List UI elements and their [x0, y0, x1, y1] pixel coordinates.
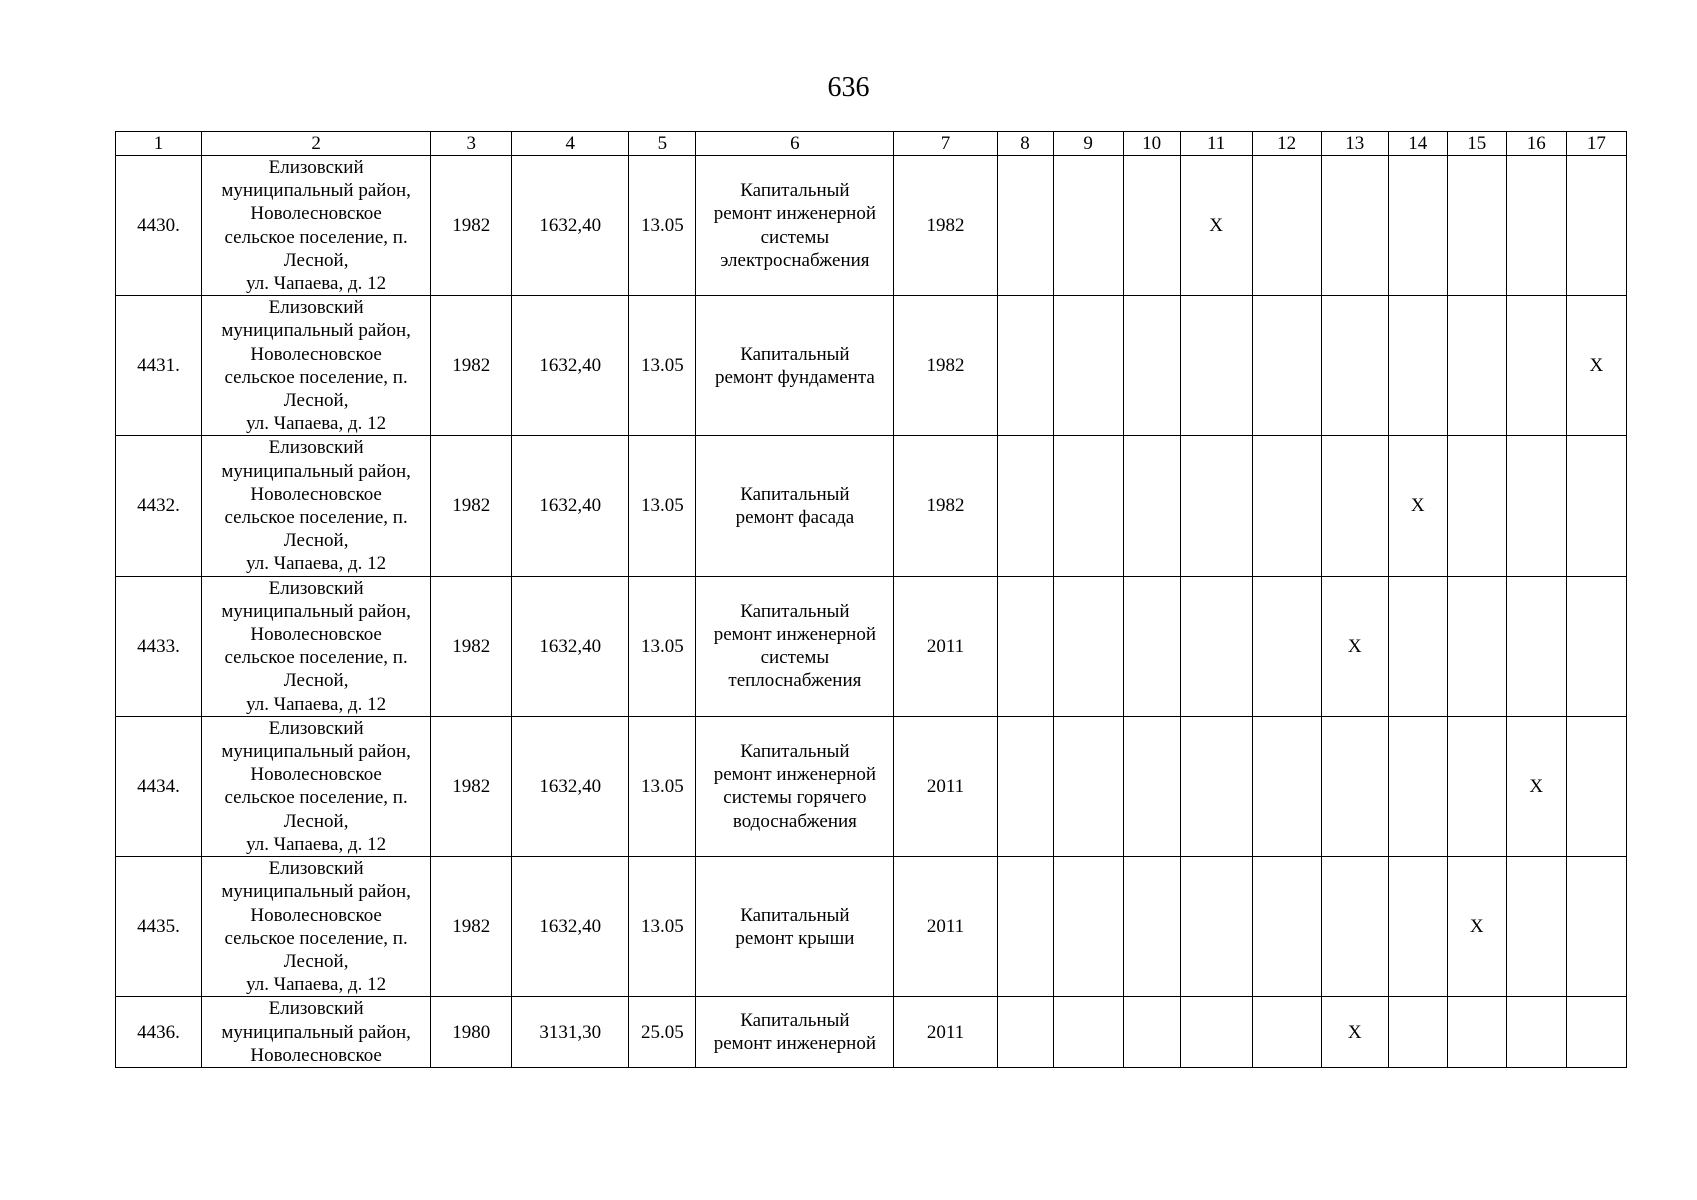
work-type-cell-line: Капитальный — [740, 904, 850, 926]
address-cell-line: Новолесновское — [250, 483, 382, 505]
address-cell-line: муниципальный район, — [221, 600, 411, 622]
year-built-cell: 1982 — [431, 576, 512, 716]
mark-cell — [1252, 296, 1321, 436]
address-cell-line: сельское поселение, п. — [224, 927, 408, 949]
column-number-header: 4 — [512, 132, 629, 156]
mark-cell — [1180, 997, 1252, 1068]
address-cell — [202, 716, 431, 856]
mark-cell — [1506, 156, 1566, 296]
mark-cell — [1447, 156, 1506, 296]
table-row — [116, 857, 1627, 997]
address-cell-line: ул. Чапаева, д. 12 — [246, 974, 387, 996]
mark-cell — [1123, 156, 1180, 296]
column-number-header: 14 — [1388, 132, 1447, 156]
work-type-cell-line: Капитальный — [740, 600, 850, 622]
mark-cell — [1252, 997, 1321, 1068]
address-cell-line: Новолесновское — [250, 764, 382, 786]
address-cell-line: муниципальный район, — [221, 180, 411, 202]
address-cell-line: Елизовский — [268, 998, 364, 1020]
mark-cell — [1321, 156, 1388, 296]
work-type-cell-line: Капитальный — [740, 741, 850, 763]
column-number-header: 11 — [1180, 132, 1252, 156]
column-number-header: 15 — [1447, 132, 1506, 156]
column-number-header: 5 — [629, 132, 696, 156]
mark-cell — [997, 576, 1053, 716]
work-type-cell-line: Капитальный — [740, 1009, 850, 1031]
mark-cell — [1566, 997, 1626, 1068]
address-cell-line: Елизовский — [268, 297, 364, 319]
address-cell-line: ул. Чапаева, д. 12 — [246, 413, 387, 435]
address-cell-line: Новолесновское — [250, 1044, 382, 1066]
mark-cell — [1053, 857, 1123, 997]
mark-cell — [1447, 997, 1506, 1068]
mark-cell — [997, 156, 1053, 296]
area-cell: 3131,30 — [512, 997, 629, 1068]
row-number-cell: 4433. — [116, 576, 202, 716]
table-row — [116, 156, 1627, 296]
mark-cell — [1566, 436, 1626, 576]
work-type-cell-line: ремонт инженерной — [713, 203, 877, 225]
mark-cell — [1321, 716, 1388, 856]
year-cell: 2011 — [894, 576, 997, 716]
address-cell-line: ул. Чапаева, д. 12 — [246, 833, 387, 855]
area-cell: 1632,40 — [512, 857, 629, 997]
code-cell: 13.05 — [629, 576, 696, 716]
address-cell — [202, 576, 431, 716]
mark-cell: X — [1566, 296, 1626, 436]
address-cell-line: Лесной, — [283, 950, 349, 972]
mark-cell — [1053, 716, 1123, 856]
year-built-cell: 1982 — [431, 436, 512, 576]
mark-cell — [1180, 576, 1252, 716]
mark-cell — [1388, 576, 1447, 716]
address-cell-line: Лесной, — [283, 530, 349, 552]
address-cell-line: ул. Чапаева, д. 12 — [246, 693, 387, 715]
address-cell-line: муниципальный район, — [221, 881, 411, 903]
mark-cell — [1506, 576, 1566, 716]
mark-cell: X — [1447, 857, 1506, 997]
mark-cell — [1566, 716, 1626, 856]
year-built-cell: 1982 — [431, 296, 512, 436]
mark-cell — [1053, 576, 1123, 716]
address-cell-line: сельское поселение, п. — [224, 366, 408, 388]
mark-cell — [1180, 436, 1252, 576]
address-cell-line: Новолесновское — [250, 203, 382, 225]
mark-cell — [1506, 857, 1566, 997]
work-type-cell-line: Капитальный — [740, 343, 850, 365]
work-type-cell-line: электроснабжения — [720, 249, 870, 271]
row-number-cell: 4436. — [116, 997, 202, 1068]
mark-cell — [1252, 436, 1321, 576]
code-cell: 25.05 — [629, 997, 696, 1068]
table-row — [116, 436, 1627, 576]
year-built-cell: 1982 — [431, 716, 512, 856]
address-cell-line: сельское поселение, п. — [224, 507, 408, 529]
column-number-header: 16 — [1506, 132, 1566, 156]
mark-cell: X — [1321, 997, 1388, 1068]
mark-cell: X — [1388, 436, 1447, 576]
mark-cell — [1123, 716, 1180, 856]
year-cell: 2011 — [894, 716, 997, 856]
code-cell: 13.05 — [629, 436, 696, 576]
address-cell-line: сельское поселение, п. — [224, 226, 408, 248]
mark-cell — [1252, 857, 1321, 997]
year-cell: 1982 — [894, 156, 997, 296]
address-cell-line: муниципальный район, — [221, 741, 411, 763]
mark-cell — [1053, 296, 1123, 436]
mark-cell — [1388, 296, 1447, 436]
work-type-cell — [696, 997, 894, 1068]
work-type-cell-line: ремонт инженерной — [713, 624, 877, 646]
column-number-header: 12 — [1252, 132, 1321, 156]
work-type-cell-line: ремонт фундамента — [714, 366, 875, 388]
code-cell: 13.05 — [629, 296, 696, 436]
address-cell-line: Лесной, — [283, 810, 349, 832]
area-cell: 1632,40 — [512, 156, 629, 296]
mark-cell: X — [1180, 156, 1252, 296]
work-type-cell-line: теплоснабжения — [728, 670, 862, 692]
mark-cell — [1506, 296, 1566, 436]
mark-cell — [997, 997, 1053, 1068]
address-cell-line: сельское поселение, п. — [224, 787, 408, 809]
address-cell-line: муниципальный район, — [221, 1021, 411, 1043]
table-row — [116, 296, 1627, 436]
mark-cell — [997, 436, 1053, 576]
address-cell-line: Елизовский — [268, 858, 364, 880]
address-cell-line: Лесной, — [283, 390, 349, 412]
address-cell — [202, 436, 431, 576]
mark-cell — [1053, 436, 1123, 576]
year-cell: 1982 — [894, 296, 997, 436]
address-cell — [202, 296, 431, 436]
work-type-cell-line: ремонт фасада — [735, 507, 855, 529]
mark-cell — [1447, 716, 1506, 856]
mark-cell — [1123, 857, 1180, 997]
mark-cell — [1180, 296, 1252, 436]
row-number-cell: 4434. — [116, 716, 202, 856]
mark-cell — [1252, 156, 1321, 296]
work-type-cell — [696, 576, 894, 716]
column-number-header: 7 — [894, 132, 997, 156]
mark-cell — [1447, 436, 1506, 576]
area-cell: 1632,40 — [512, 576, 629, 716]
area-cell: 1632,40 — [512, 436, 629, 576]
mark-cell — [1506, 997, 1566, 1068]
area-cell: 1632,40 — [512, 716, 629, 856]
mark-cell: X — [1321, 576, 1388, 716]
address-cell-line: сельское поселение, п. — [224, 647, 408, 669]
mark-cell — [1053, 997, 1123, 1068]
mark-cell — [1252, 576, 1321, 716]
work-type-cell-line: системы горячего — [723, 787, 867, 809]
address-cell-line: Лесной, — [283, 670, 349, 692]
page-number: 636 — [827, 72, 870, 103]
column-number-header: 2 — [202, 132, 431, 156]
mark-cell — [1123, 997, 1180, 1068]
work-type-cell-line: Капитальный — [740, 483, 850, 505]
column-number-header: 1 — [116, 132, 202, 156]
work-type-cell-line: ремонт инженерной — [713, 764, 877, 786]
address-cell-line: Елизовский — [268, 717, 364, 739]
row-number-cell: 4430. — [116, 156, 202, 296]
address-cell-line: Новолесновское — [250, 624, 382, 646]
year-built-cell: 1980 — [431, 997, 512, 1068]
table-row — [116, 997, 1627, 1068]
row-number-cell: 4432. — [116, 436, 202, 576]
mark-cell — [1388, 716, 1447, 856]
column-number-header: 13 — [1321, 132, 1388, 156]
mark-cell — [1388, 857, 1447, 997]
mark-cell: X — [1506, 716, 1566, 856]
address-cell-line: ул. Чапаева, д. 12 — [246, 273, 387, 295]
mark-cell — [1388, 156, 1447, 296]
year-cell: 2011 — [894, 997, 997, 1068]
mark-cell — [1566, 576, 1626, 716]
mark-cell — [1566, 857, 1626, 997]
column-number-header: 8 — [997, 132, 1053, 156]
work-type-cell-line: водоснабжения — [732, 810, 857, 832]
address-cell-line: муниципальный район, — [221, 320, 411, 342]
mark-cell — [1321, 296, 1388, 436]
column-number-header: 6 — [696, 132, 894, 156]
code-cell: 13.05 — [629, 156, 696, 296]
mark-cell — [1447, 296, 1506, 436]
mark-cell — [1321, 436, 1388, 576]
mark-cell — [997, 857, 1053, 997]
row-number-cell: 4435. — [116, 857, 202, 997]
year-built-cell: 1982 — [431, 857, 512, 997]
mark-cell — [997, 296, 1053, 436]
column-number-header: 3 — [431, 132, 512, 156]
mark-cell — [1388, 997, 1447, 1068]
mark-cell — [1053, 156, 1123, 296]
table-row — [116, 576, 1627, 716]
address-cell — [202, 997, 431, 1068]
address-cell-line: Новолесновское — [250, 904, 382, 926]
year-built-cell: 1982 — [431, 156, 512, 296]
column-number-header: 17 — [1566, 132, 1626, 156]
address-cell-line: ул. Чапаева, д. 12 — [246, 553, 387, 575]
work-type-cell-line: ремонт инженерной — [713, 1033, 877, 1055]
address-cell — [202, 156, 431, 296]
mark-cell — [1506, 436, 1566, 576]
mark-cell — [1180, 857, 1252, 997]
work-type-cell-line: Капитальный — [740, 180, 850, 202]
repair-schedule-table — [115, 131, 1627, 1068]
column-number-header: 9 — [1053, 132, 1123, 156]
address-cell-line: Елизовский — [268, 437, 364, 459]
mark-cell — [1123, 576, 1180, 716]
table-row — [116, 716, 1627, 856]
code-cell: 13.05 — [629, 857, 696, 997]
mark-cell — [1447, 576, 1506, 716]
code-cell: 13.05 — [629, 716, 696, 856]
address-cell — [202, 857, 431, 997]
area-cell: 1632,40 — [512, 296, 629, 436]
work-type-cell — [696, 857, 894, 997]
year-cell: 2011 — [894, 857, 997, 997]
work-type-cell — [696, 716, 894, 856]
mark-cell — [1252, 716, 1321, 856]
work-type-cell — [696, 436, 894, 576]
work-type-cell-line: системы — [760, 226, 830, 248]
address-cell-line: Елизовский — [268, 157, 364, 178]
work-type-cell-line: системы — [760, 647, 830, 669]
address-cell-line: Лесной, — [283, 249, 349, 271]
work-type-cell-line: ремонт крыши — [735, 927, 855, 949]
mark-cell — [1123, 296, 1180, 436]
column-number-row — [116, 132, 1627, 156]
year-cell: 1982 — [894, 436, 997, 576]
mark-cell — [1321, 857, 1388, 997]
mark-cell — [1180, 716, 1252, 856]
column-number-header: 10 — [1123, 132, 1180, 156]
address-cell-line: Елизовский — [268, 577, 364, 599]
mark-cell — [1123, 436, 1180, 576]
row-number-cell: 4431. — [116, 296, 202, 436]
address-cell-line: Новолесновское — [250, 343, 382, 365]
work-type-cell — [696, 156, 894, 296]
address-cell-line: муниципальный район, — [221, 460, 411, 482]
mark-cell — [1566, 156, 1626, 296]
mark-cell — [997, 716, 1053, 856]
work-type-cell — [696, 296, 894, 436]
